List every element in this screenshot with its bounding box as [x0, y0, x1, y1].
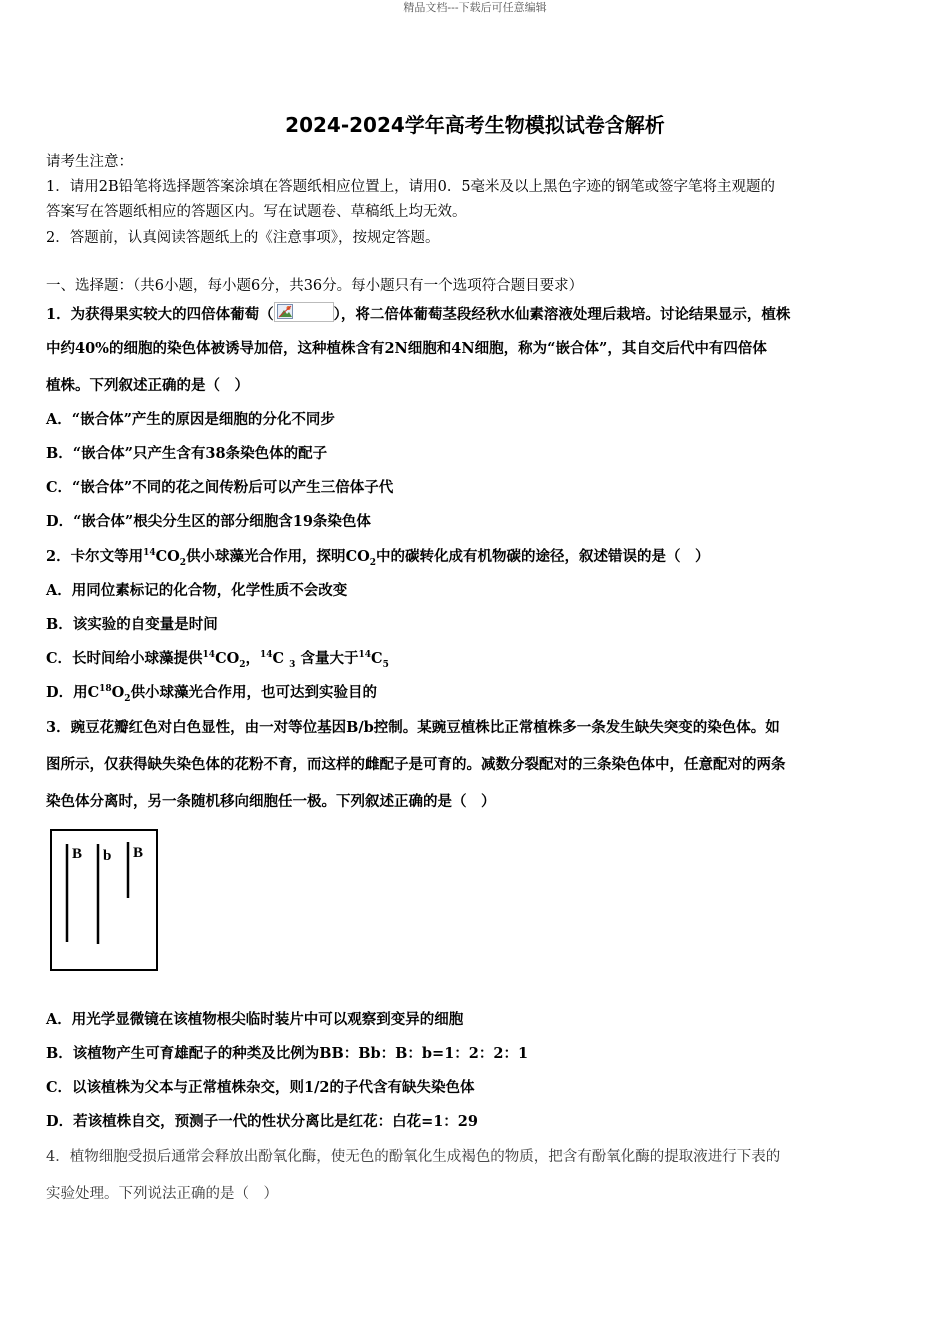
q1-option-a: A．“嵌合体”产生的原因是细胞的分化不同步	[46, 411, 335, 428]
q1-option-c: C．“嵌合体”不同的花之间传粉后可以产生三倍体子代	[46, 479, 394, 496]
notice-item-2: 2．答题前，认真阅读答题纸上的《注意事项》，按规定答题。	[46, 230, 440, 246]
q2-option-d: D．用$C^{18}O_2$供小球藻光合作用，也可达到实验目的	[46, 684, 378, 704]
notice-heading: 请考生注意：	[46, 154, 133, 170]
allele-label-3: B	[133, 845, 144, 861]
notice-item-1a: 1．请用2B铅笔将选择题答案涂填在答题纸相应位置上，请用0．5毫米及以上黑色字迹的钢笔或签字笔将主观题的	[46, 179, 776, 195]
q2-option-b: B．该实验的自变量是时间	[46, 616, 218, 633]
q1-option-b: B．“嵌合体”只产生含有38条染色体的配子	[46, 445, 328, 462]
q1-option-d: D．“嵌合体”根尖分生区的部分细胞含19条染色体	[46, 513, 371, 530]
q3-option-c: C．以该植株为父本与正常植株杂交，则1/2的子代含有缺失染色体	[46, 1079, 475, 1096]
q3-line-1: 3．豌豆花瓣红色对白色显性，由一对等位基因B/b控制。某豌豆植株比正常植株多一条发生缺失突变的染色体。如	[46, 719, 780, 736]
q4-line-2: 实验处理。下列说法正确的是（ ）	[46, 1186, 278, 1202]
q4-line-1: 4．植物细胞受损后通常会释放出酚氧化酶，使无色的酚氧化生成褐色的物质，把含有酚氧化酶的提取液进行下表的	[46, 1149, 781, 1165]
chromosome-diagram	[48, 828, 160, 974]
section-heading: 一、选择题：（共6小题，每小题6分，共36分。每小题只有一个选项符合题目要求）	[46, 278, 584, 294]
q2-option-c: C．长时间给小球藻提供$^{14}CO_2$，$^{14}$C $_3$ 含量大于$^{14}C_5$	[46, 650, 389, 670]
q3-option-b: B．该植物产生可育雄配子的种类及比例为BB：Bb：B：b=1：2：2：1	[46, 1045, 529, 1062]
q2-option-a: A．用同位素标记的化合物，化学性质不会改变	[46, 582, 348, 599]
q1-line-3: 植株。下列叙述正确的是（ ）	[46, 377, 249, 394]
q3-line-2: 图所示，仅获得缺失染色体的花粉不育，而这样的雌配子是可育的。减数分裂配对的三条染色体中，任意配对的两条	[46, 756, 786, 773]
grape-image-placeholder	[274, 302, 334, 322]
broken-image-icon	[277, 304, 293, 319]
q1-line-2: 中约40%的细胞的染色体被诱导加倍，这种植株含有2N细胞和4N细胞，称为“嵌合体”，其自交后代中有四倍体	[46, 340, 767, 357]
allele-label-1: B	[72, 846, 83, 862]
q1-line-1: 1．为获得果实较大的四倍体葡萄（ ），将二倍体葡萄茎段经秋水仙素溶液处理后栽培。讨论结果显示，植株	[46, 302, 908, 325]
q3-option-a: A．用光学显微镜在该植物根尖临时装片中可以观察到变异的细胞	[46, 1011, 464, 1028]
notice-item-1b: 答案写在答题纸相应的答题区内。写在试题卷、草稿纸上均无效。	[46, 204, 467, 220]
q2-stem: 2．卡尔文等用$^{14}CO_2$供小球藻光合作用，探明$CO_2$中的碳转化成有机物碳的途径，叙述错误的是（ ）	[46, 548, 710, 568]
q3-option-d: D．若该植株自交，预测子一代的性状分离比是红花：白花=1：29	[46, 1113, 478, 1130]
page-title: 2024-2024学年高考生物模拟试卷含解析	[285, 113, 665, 137]
allele-label-2: b	[103, 848, 112, 864]
page-header: 精品文档---下载后可任意编辑	[403, 1, 547, 14]
q3-line-3: 染色体分离时，另一条随机移向细胞任一极。下列叙述正确的是（ ）	[46, 793, 496, 810]
